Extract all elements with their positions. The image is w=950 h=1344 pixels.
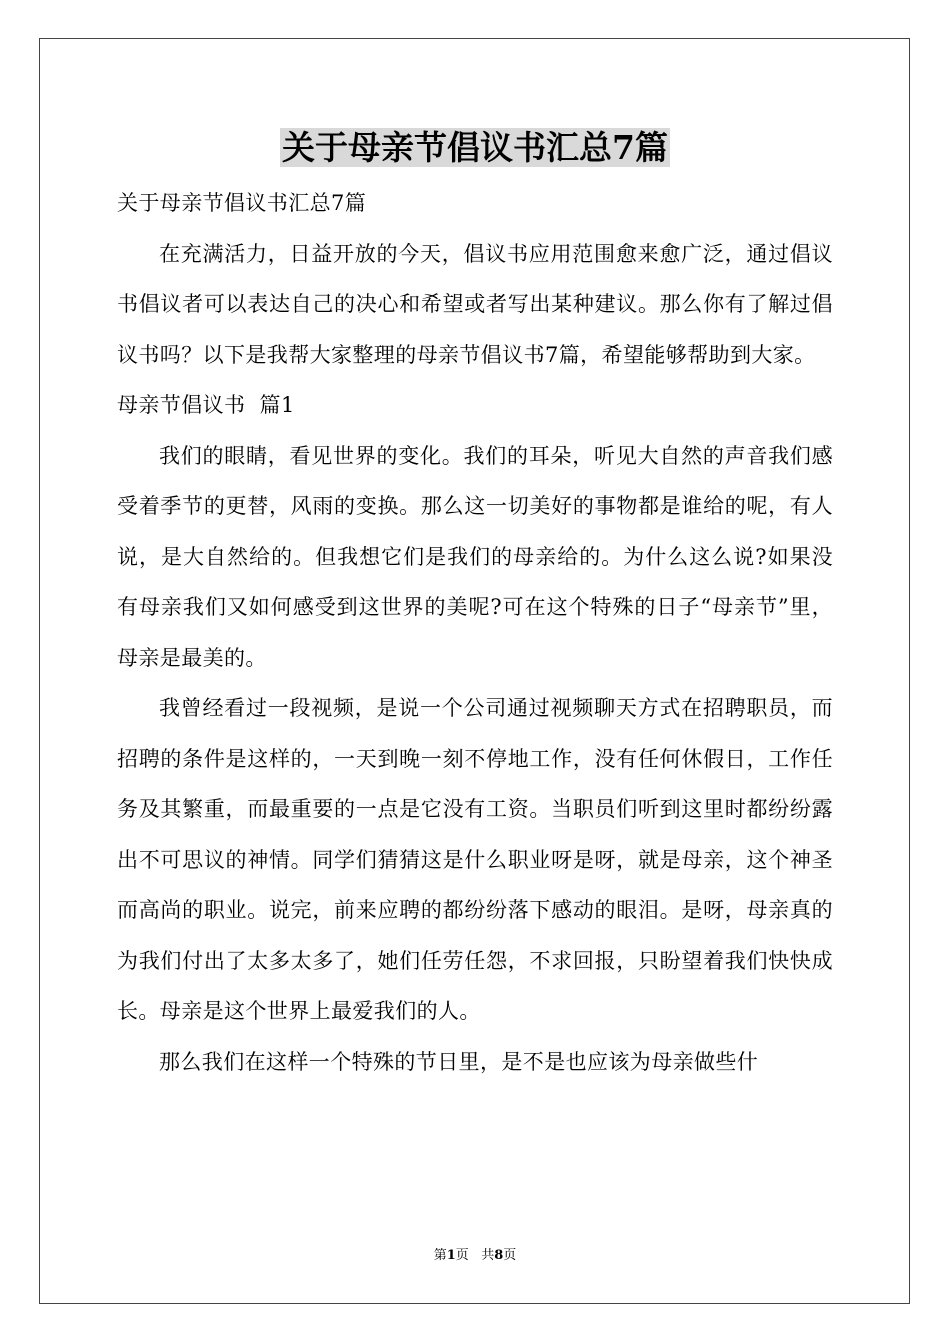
footer-total-pages: 8	[494, 1248, 504, 1263]
footer-page-suffix: 页	[455, 1248, 469, 1263]
page-footer	[0, 1247, 950, 1265]
footer-total-prefix: 共	[481, 1248, 495, 1263]
section-heading: 母亲节倡议书 篇1	[117, 393, 295, 417]
document-title-text: 关于母亲节倡议书汇总7篇	[282, 128, 668, 167]
section-paragraph-2: 我曾经看过一段视频，是说一个公司通过视频聊天方式在招聘职员，而招聘的条件是这样的，一天到晚一刻不停地工作，没有任何休假日，工作任务及其繁重，而最重要的一点是它没有工资。当职员们听到这里时都纷纷露出不可思议的神情。同学们猜猜这是什么职业呀是呀，就是母亲，这个神圣而高尚的职业。说完，前来应聘的都纷纷落下感动的眼泪。是呀，母亲真的为我们付出了太多太多了，她们任劳任怨，不求回报，只盼望着我们快快成长。母亲是这个世界上最爱我们的人。	[117, 696, 833, 1023]
document-subtitle: 关于母亲节倡议书汇总7篇	[117, 191, 367, 215]
document-body	[117, 178, 833, 1087]
intro-paragraph: 在充满活力，日益开放的今天，倡议书应用范围愈来愈广泛，通过倡议书倡议者可以表达自己的决心和希望或者写出某种建议。那么你有了解过倡议书吗？以下是我帮大家整理的母亲节倡议书7篇，希望能够帮助到大家。	[117, 241, 833, 367]
footer-total-suffix: 页	[503, 1248, 517, 1263]
section-paragraph-3: 那么我们在这样一个特殊的节日里，是不是也应该为母亲做些什	[159, 1049, 759, 1074]
section-paragraph-1: 我们的眼睛，看见世界的变化。我们的耳朵，听见大自然的声音我们感受着季节的更替，风雨的变换。那么这一切美好的事物都是谁给的呢，有人说，是大自然给的。但我想它们是我们的母亲给的。为什么这么说?如果没有母亲我们又如何感受到这世界的美呢?可在这个特殊的日子“母亲节”里，母亲是最美的。	[117, 443, 833, 670]
document-title	[0, 126, 950, 170]
footer-prefix: 第	[433, 1248, 447, 1263]
footer-page-number: 1	[446, 1248, 456, 1263]
